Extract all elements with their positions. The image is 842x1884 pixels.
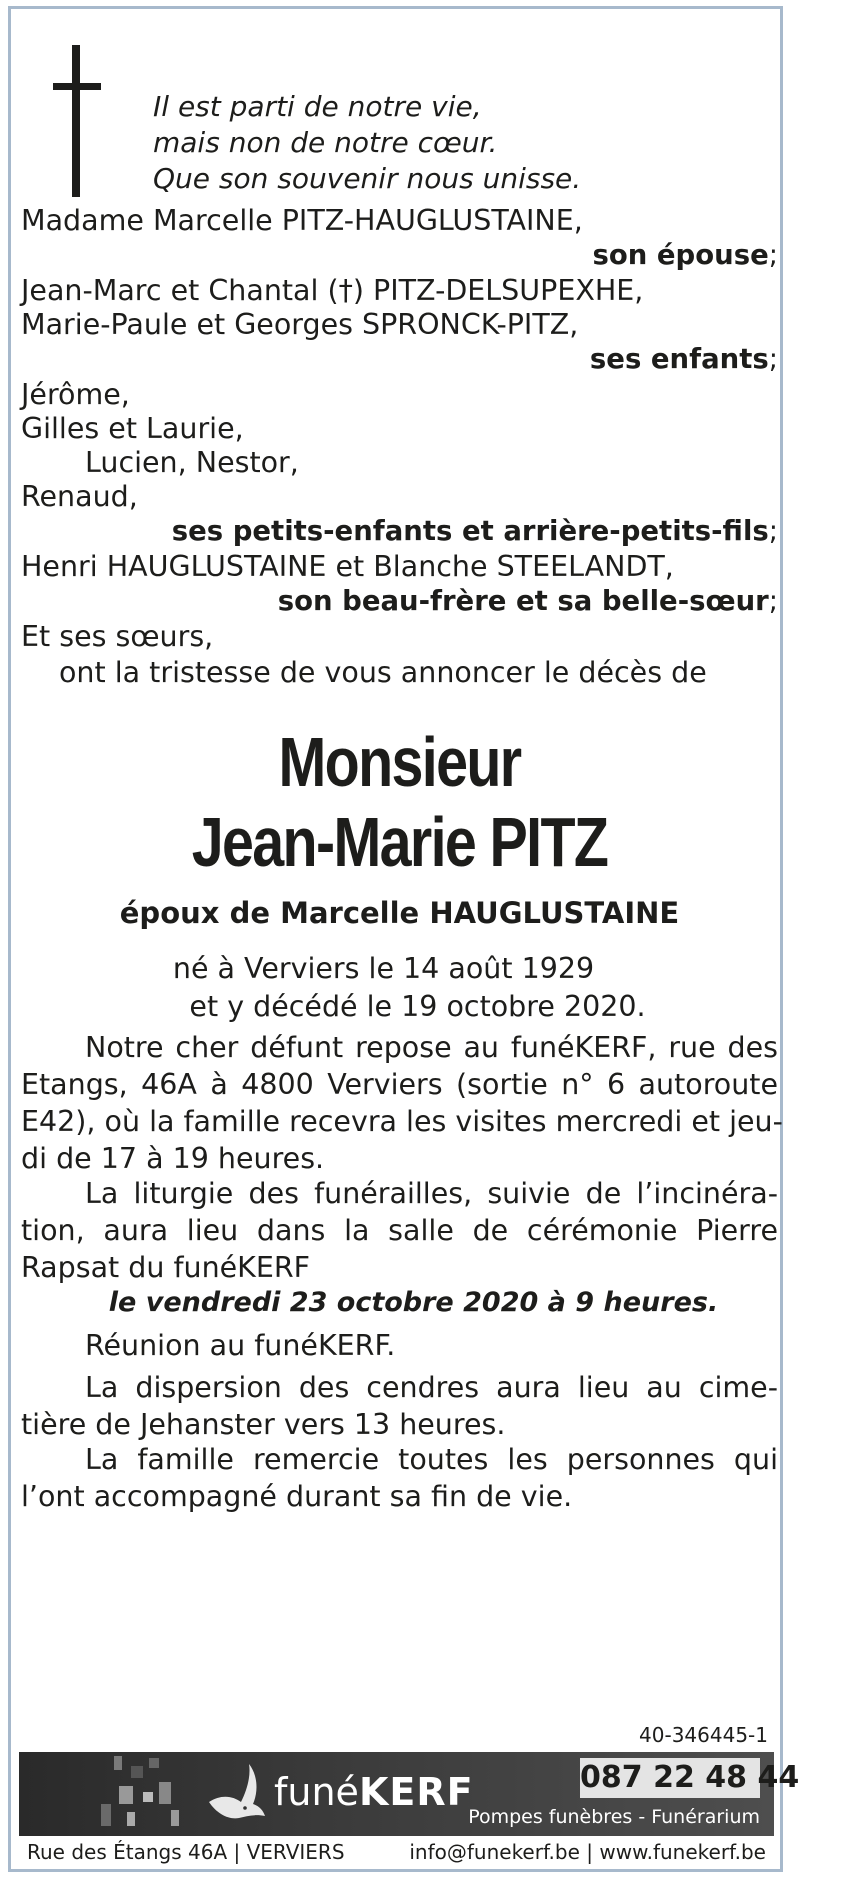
cross-icon — [53, 45, 101, 197]
tagline: Pompes funèbres - Funérarium — [468, 1806, 760, 1828]
contact-links: info@funekerf.be | www.funekerf.be — [409, 1840, 766, 1864]
dove-icon — [199, 1758, 269, 1828]
text-line: La dispersion des cendres aura lieu au cime- — [85, 1371, 778, 1404]
family-sisters: Et ses sœurs, — [21, 620, 214, 653]
obituary-notice — [8, 6, 800, 1872]
role-inlaws: son beau-frère et sa belle-sœur; — [277, 585, 778, 617]
deceased-name: Jean-Marie PITZ — [191, 803, 608, 881]
role-grandchildren: ses petits-enfants et arrière-petits-fils; — [171, 515, 778, 547]
family-grandchild: Gilles et Laurie, — [21, 412, 244, 445]
poem-line: mais non de notre cœur. — [153, 126, 498, 159]
family-grandchild: Jérôme, — [21, 378, 130, 411]
address: Rue des Étangs 46A | VERVIERS — [27, 1840, 345, 1864]
family-great-grandchild: Lucien, Nestor, — [85, 446, 299, 479]
role-children: ses enfants; — [589, 343, 778, 375]
paragraph-meeting — [21, 1327, 778, 1364]
spouse-line: époux de Marcelle HAUGLUSTAINE — [119, 896, 680, 930]
paragraph-rest — [21, 1029, 783, 1177]
reference-number: 40-346445-1 — [639, 1723, 768, 1747]
text-line: Réunion au funéKERF. — [85, 1329, 396, 1362]
family-child: Jean-Marc et Chantal (†) PITZ-DELSUPEXHE, — [21, 274, 644, 307]
paragraph-liturgy — [21, 1175, 778, 1286]
family-child: Marie-Paule et Georges SPRONCK-PITZ, — [21, 308, 579, 341]
family-wife: Madame Marcelle PITZ-HAUGLUSTAINE, — [21, 204, 583, 237]
text-line: l’ont accompagné durant sa fin de vie. — [21, 1480, 573, 1513]
role-wife: son épouse; — [592, 239, 778, 271]
family-grandchild: Renaud, — [21, 480, 138, 513]
poem-line: Que son souvenir nous unisse. — [153, 162, 582, 195]
brand-logo: funéKERF — [274, 1770, 474, 1814]
text-line: Etangs, 46A à 4800 Verviers (sortie n° 6 autoroute — [21, 1068, 778, 1101]
paragraph-thanks — [21, 1441, 778, 1515]
text-line: E42), où la famille recevra les visites mercredi et jeu- — [21, 1105, 783, 1138]
text-line: tière de Jehanster vers 13 heures. — [21, 1408, 506, 1441]
announcement: ont la tristesse de vous annoncer le décès de — [59, 656, 707, 689]
ceremony-date: le vendredi 23 octobre 2020 à 9 heures. — [108, 1287, 719, 1318]
text-line: La famille remercie toutes les personnes qui — [85, 1443, 778, 1476]
phone-number: 087 22 48 44 — [580, 1758, 760, 1798]
deceased-title: Monsieur — [278, 723, 521, 801]
funeral-home-banner — [19, 1752, 800, 1836]
text-line: La liturgie des funérailles, suivie de l’incinéra- — [85, 1177, 778, 1210]
death-line: et y décédé le 19 octobre 2020. — [189, 990, 646, 1023]
memorial-poem — [153, 89, 581, 197]
text-line: Notre cher défunt repose au funéKERF, rue des — [85, 1031, 778, 1064]
text-line: di de 17 à 19 heures. — [21, 1142, 325, 1175]
text-line: Rapsat du funéKERF — [21, 1251, 311, 1284]
paragraph-ashes — [21, 1369, 778, 1443]
poem-line: Il est parti de notre vie, — [153, 90, 482, 123]
text-line: tion, aura lieu dans la salle de cérémonie Pierre — [21, 1214, 778, 1247]
family-inlaws: Henri HAUGLUSTAINE et Blanche STEELANDT, — [21, 550, 674, 583]
birth-line: né à Verviers le 14 août 1929 — [172, 952, 595, 985]
